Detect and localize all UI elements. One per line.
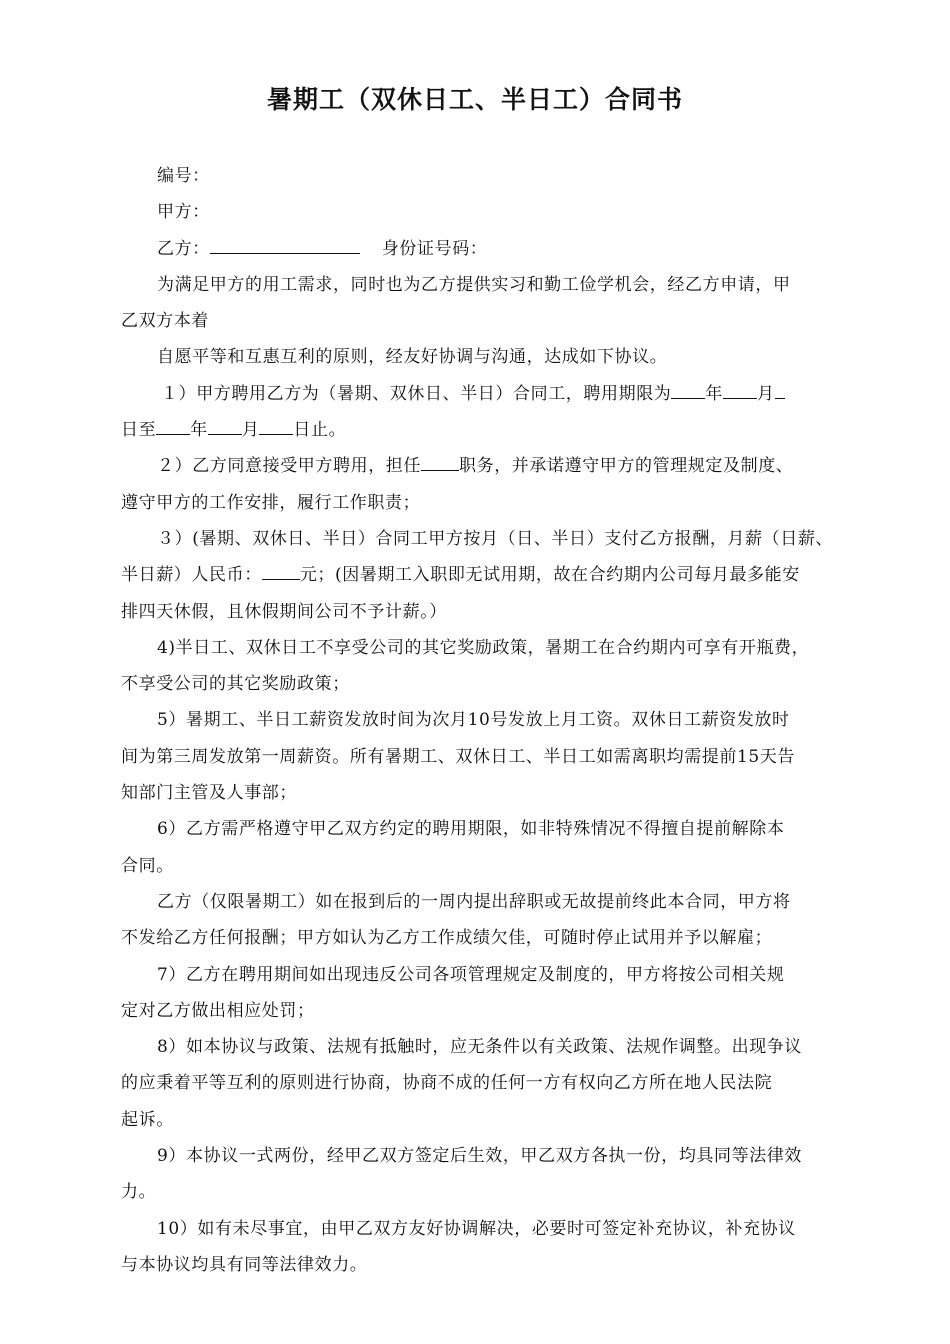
clause-6-line-2: 合同。 [121, 855, 174, 876]
end-day-blank[interactable] [259, 416, 293, 435]
party-a-label: 甲方： [157, 202, 210, 223]
end-year-blank[interactable] [156, 416, 190, 435]
clause-8-line-2: 的应秉着平等互利的原则进行协商，协商不成的任何一方有权向乙方所在地人民法院 [121, 1073, 773, 1094]
party-b-field [121, 231, 835, 267]
clause-8-line-1: 8）如本协议与政策、法规有抵触时，应无条件以有关政策、法规作调整。出现争议 [157, 1037, 803, 1058]
clause-3-text-b: 半日薪）人民币： [121, 565, 262, 586]
clause-5-line-2: 间为第三周发放第一周薪资。所有暑期工、双休日工、半日工如需离职均需提前15天告 [121, 746, 796, 767]
intro-line-3: 自愿平等和互惠互利的原则，经友好协调与沟通，达成如下协议。 [157, 347, 668, 368]
intro-line-2: 乙双方本着 [121, 311, 209, 332]
clause-1-year: 年 [705, 383, 724, 404]
clause-9-line-1: 9）本协议一式两份，经甲乙双方签定后生效，甲乙双方各执一份，均具同等法律效 [157, 1146, 803, 1167]
clause-3-line-3: 排四天休假，且休假期间公司不予计薪。） [121, 601, 447, 622]
clause-1-month: 月 [757, 383, 775, 404]
clause-1-line-2 [121, 412, 835, 448]
clause-1-end-day: 日止。 [293, 420, 347, 441]
clause-2-line-1 [121, 448, 835, 484]
id-label: 身份证号码： [381, 238, 488, 259]
clause-1-end-month: 月 [241, 420, 260, 441]
end-month-blank[interactable] [208, 416, 242, 435]
clause-8-line-3: 起诉。 [121, 1109, 174, 1130]
clause-1-line-1 [121, 376, 835, 412]
intro-line-1: 为满足甲方的用工需求，同时也为乙方提供实习和勤工俭学机会，经乙方申请，甲 [157, 274, 791, 295]
clause-5-line-3: 知部门主管及人事部； [121, 783, 297, 804]
clause-6-line-1: 6）乙方需严格遵守甲乙双方约定的聘用期限，如非特殊情况不得擅自提前解除本 [157, 819, 785, 840]
clause-2-text-b: 职务，并承诺遵守甲方的管理规定及制度、 [459, 456, 794, 477]
clause-10-line-1: 10）如有未尽事宜，由甲乙双方友好协调解决，必要时可签定补充协议，补充协议 [157, 1218, 796, 1239]
start-day-blank[interactable] [775, 380, 785, 399]
contract-body [121, 158, 835, 1283]
clause-1-end-year: 年 [190, 420, 208, 441]
party-b-label: 乙方： [157, 238, 210, 259]
clause-1-day-to: 日至 [121, 420, 157, 441]
position-blank[interactable] [421, 452, 459, 471]
clause-3-line-2 [121, 557, 835, 593]
salary-blank[interactable] [262, 561, 300, 580]
start-month-blank[interactable] [723, 380, 757, 399]
clause-7-line-2: 定对乙方做出相应处罚； [121, 1000, 315, 1021]
start-year-blank[interactable] [671, 380, 705, 399]
clause-3-line-1: ３）(暑期、双休日、半日）合同工甲方按月（日、半日）支付乙方报酬，月薪（日薪、 [157, 528, 834, 549]
clause-2-text-a: ２）乙方同意接受甲方聘用，担任 [157, 456, 421, 477]
party-a-field [121, 194, 835, 230]
clause-4-line-1: 4)半日工、双休日工不享受公司的其它奖励政策，暑期工在合约期内可享有开瓶费， [157, 637, 810, 658]
clause-2-line-2: 遵守甲方的工作安排，履行工作职责； [121, 492, 421, 513]
party-b-blank[interactable] [210, 235, 360, 254]
clause-5-line-1: 5）暑期工、半日工薪资发放时间为次月10号发放上月工资。双休日工薪资发放时 [157, 710, 790, 731]
clause-4-line-2: 不享受公司的其它奖励政策； [121, 674, 350, 695]
contract-title: 暑期工（双休日工、半日工）合同书 [266, 85, 683, 114]
number-label: 编号： [157, 166, 210, 186]
clause-7-line-1: 7）乙方在聘用期间如出现违反公司各项管理规定及制度的，甲方将按公司相关规 [157, 964, 785, 985]
clause-6-line-3: 乙方（仅限暑期工）如在报到后的一周内提出辞职或无故提前终此本合同，甲方将 [157, 891, 791, 912]
clause-6-line-4: 不发给乙方任何报酬；甲方如认为乙方工作成绩欠佳，可随时停止试用并予以解雇； [121, 928, 773, 949]
number-field [121, 158, 835, 194]
clause-3-text-c: 元；(因暑期工入职即无试用期，故在合约期内公司每月最多能安 [299, 565, 800, 586]
clause-1-text: １）甲方聘用乙方为（暑期、双休日、半日）合同工，聘用期限为 [161, 383, 672, 404]
clause-10-line-2: 与本协议均具有同等法律效力。 [121, 1254, 368, 1275]
clause-9-line-2: 力。 [121, 1182, 157, 1203]
